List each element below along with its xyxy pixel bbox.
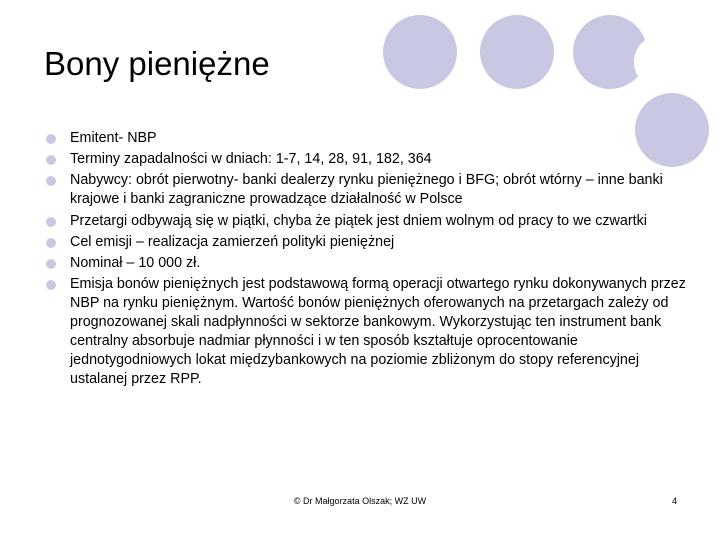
bullet-text: Cel emisji – realizacja zamierzeń polityki pieniężnej bbox=[70, 233, 395, 250]
decorative-circle-3 bbox=[573, 15, 647, 89]
footer-copyright: © Dr Małgorzata Olszak; WZ UW bbox=[293, 496, 427, 506]
bullet-item bbox=[45, 150, 690, 169]
decorative-circle-4 bbox=[634, 35, 688, 89]
bullet-dot-icon bbox=[46, 134, 56, 144]
slide-title: Bony pieniężne bbox=[44, 45, 270, 82]
bullet-dot-icon bbox=[46, 176, 56, 186]
bullet-item bbox=[45, 171, 690, 209]
bullet-dot-icon bbox=[46, 259, 56, 269]
decorative-circle-2 bbox=[480, 15, 554, 89]
bullet-text: Emisja bonów pieniężnych jest podstawową formą operacji otwartego rynku dokonywanych przez NBP na rynku pieniężnym. Wartość bonów pieniężnych oferowanych na przetargach zależy od prognozowanej skali nadpłynności w sektorze bankowym. Wykorzystując ten instrument bank centralny absorbuje nadmiar płynności i w ten sposób kształtuje oprocentowanie jednotygodniowych lokat międzybankowych na poziomie zbliżonym do stopy referencyjnej ustalanej przez RPP. bbox=[70, 276, 686, 388]
page-number: 4 bbox=[672, 496, 678, 506]
bullet-text: Terminy zapadalności w dniach: 1-7, 14, 28, 91, 182, 364 bbox=[70, 151, 432, 168]
bullet-item bbox=[45, 254, 690, 273]
bullet-item bbox=[45, 129, 690, 148]
bullet-dot-icon bbox=[46, 280, 56, 290]
bullet-text: Nabywcy: obrót pierwotny- banki dealerzy rynku pieniężnego i BFG; obrót wtórny – inne banki krajowe i banki zagraniczne prowadzące działalność w Polsce bbox=[70, 172, 663, 208]
bullet-dot-icon bbox=[46, 155, 56, 165]
bullet-text: Emitent- NBP bbox=[70, 130, 157, 146]
bullet-item bbox=[45, 275, 690, 389]
bullet-item bbox=[45, 233, 690, 252]
bullet-text: Nominał – 10 000 zł. bbox=[70, 254, 201, 271]
bullet-item bbox=[45, 212, 690, 231]
bullet-dot-icon bbox=[46, 217, 56, 227]
decorative-circle-1 bbox=[383, 15, 457, 89]
bullet-text: Przetargi odbywają się w piątki, chyba że piątek jest dniem wolnym od pracy to we czwartki bbox=[70, 212, 647, 229]
bullet-dot-icon bbox=[46, 238, 56, 248]
bullet-list bbox=[45, 129, 690, 391]
